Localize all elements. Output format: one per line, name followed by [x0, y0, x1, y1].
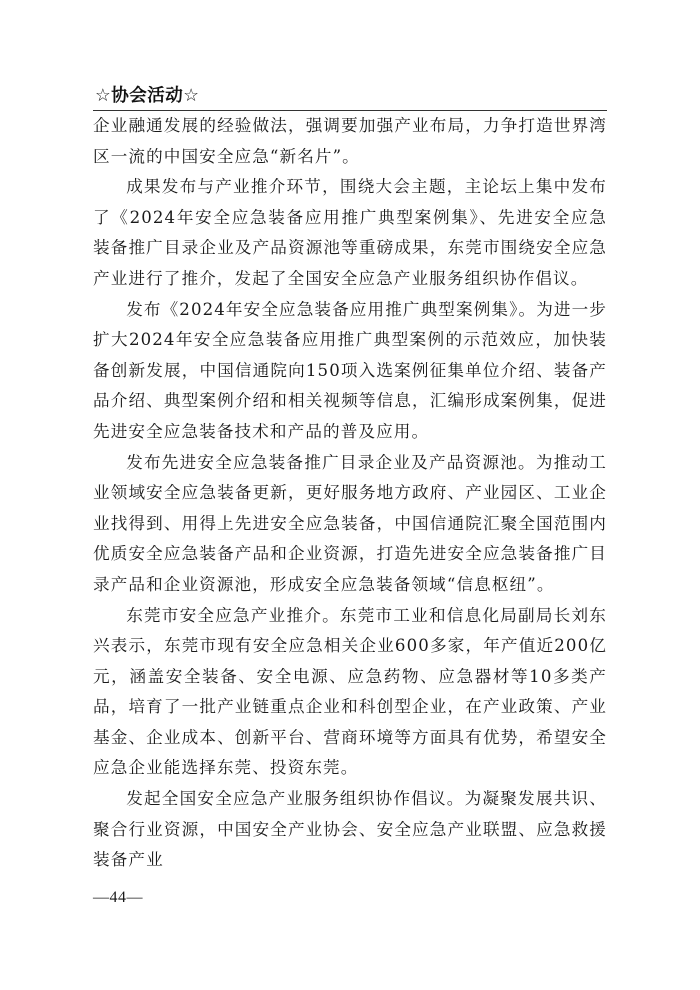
section-header — [93, 80, 607, 111]
paragraph-results-release: 成果发布与产业推介环节，围绕大会主题，主论坛上集中发布了《2024年安全应急装备应用推广典型案例集》、先进安全应急装备推广目录企业及产品资源池等重磅成果，东莞市围绕安全应急产业进行了推介，发起了全国安全应急产业服务组织协作倡议。 — [93, 177, 607, 288]
page-number: —44— — [93, 889, 143, 906]
paragraph-continuation: 企业融通发展的经验做法，强调要加强产业布局，力争打造世界湾区一流的中国安全应急“新名片”。 — [93, 116, 607, 166]
paragraph-resource-pool: 发布先进安全应急装备推广目录企业及产品资源池。为推动工业领域安全应急装备更新，更好服务地方政府、产业园区、工业企业找得到、用得上先进安全应急装备，中国信通院汇聚全国范围内优质安全应急装备产品和企业资源，打造先进安全应急装备推广目录产品和企业资源池，形成安全应急装备领域“信息枢纽”。 — [93, 452, 607, 594]
paragraph-dongguan-promotion: 东莞市安全应急产业推介。东莞市工业和信息化局副局长刘东兴表示，东莞市现有安全应急相关企业600多家，年产值近200亿元，涵盖安全装备、安全电源、应急药物、应急器材等10多类产品，培育了一批产业链重点企业和科创型企业，在产业政策、产业基金、企业成本、创新平台、营商环境等方面具有优势，希望安全应急企业能选择东莞、投资东莞。 — [93, 605, 607, 778]
article-body — [93, 111, 607, 876]
paragraph-cooperation-initiative: 发起全国安全应急产业服务组织协作倡议。为凝聚发展共识、聚合行业资源，中国安全产业协会、安全应急产业联盟、应急救援装备产业 — [93, 789, 607, 870]
section-title: ☆协会活动☆ — [95, 86, 200, 106]
paragraph-case-collection: 发布《2024年安全应急装备应用推广典型案例集》。为进一步扩大2024年安全应急装备应用推广典型案例的示范效应，加快装备创新发展，中国信通院向150项入选案例征集单位介绍、装备产品介绍、典型案例介绍和相关视频等信息，汇编形成案例集，促进先进安全应急装备技术和产品的普及应用。 — [93, 299, 607, 441]
